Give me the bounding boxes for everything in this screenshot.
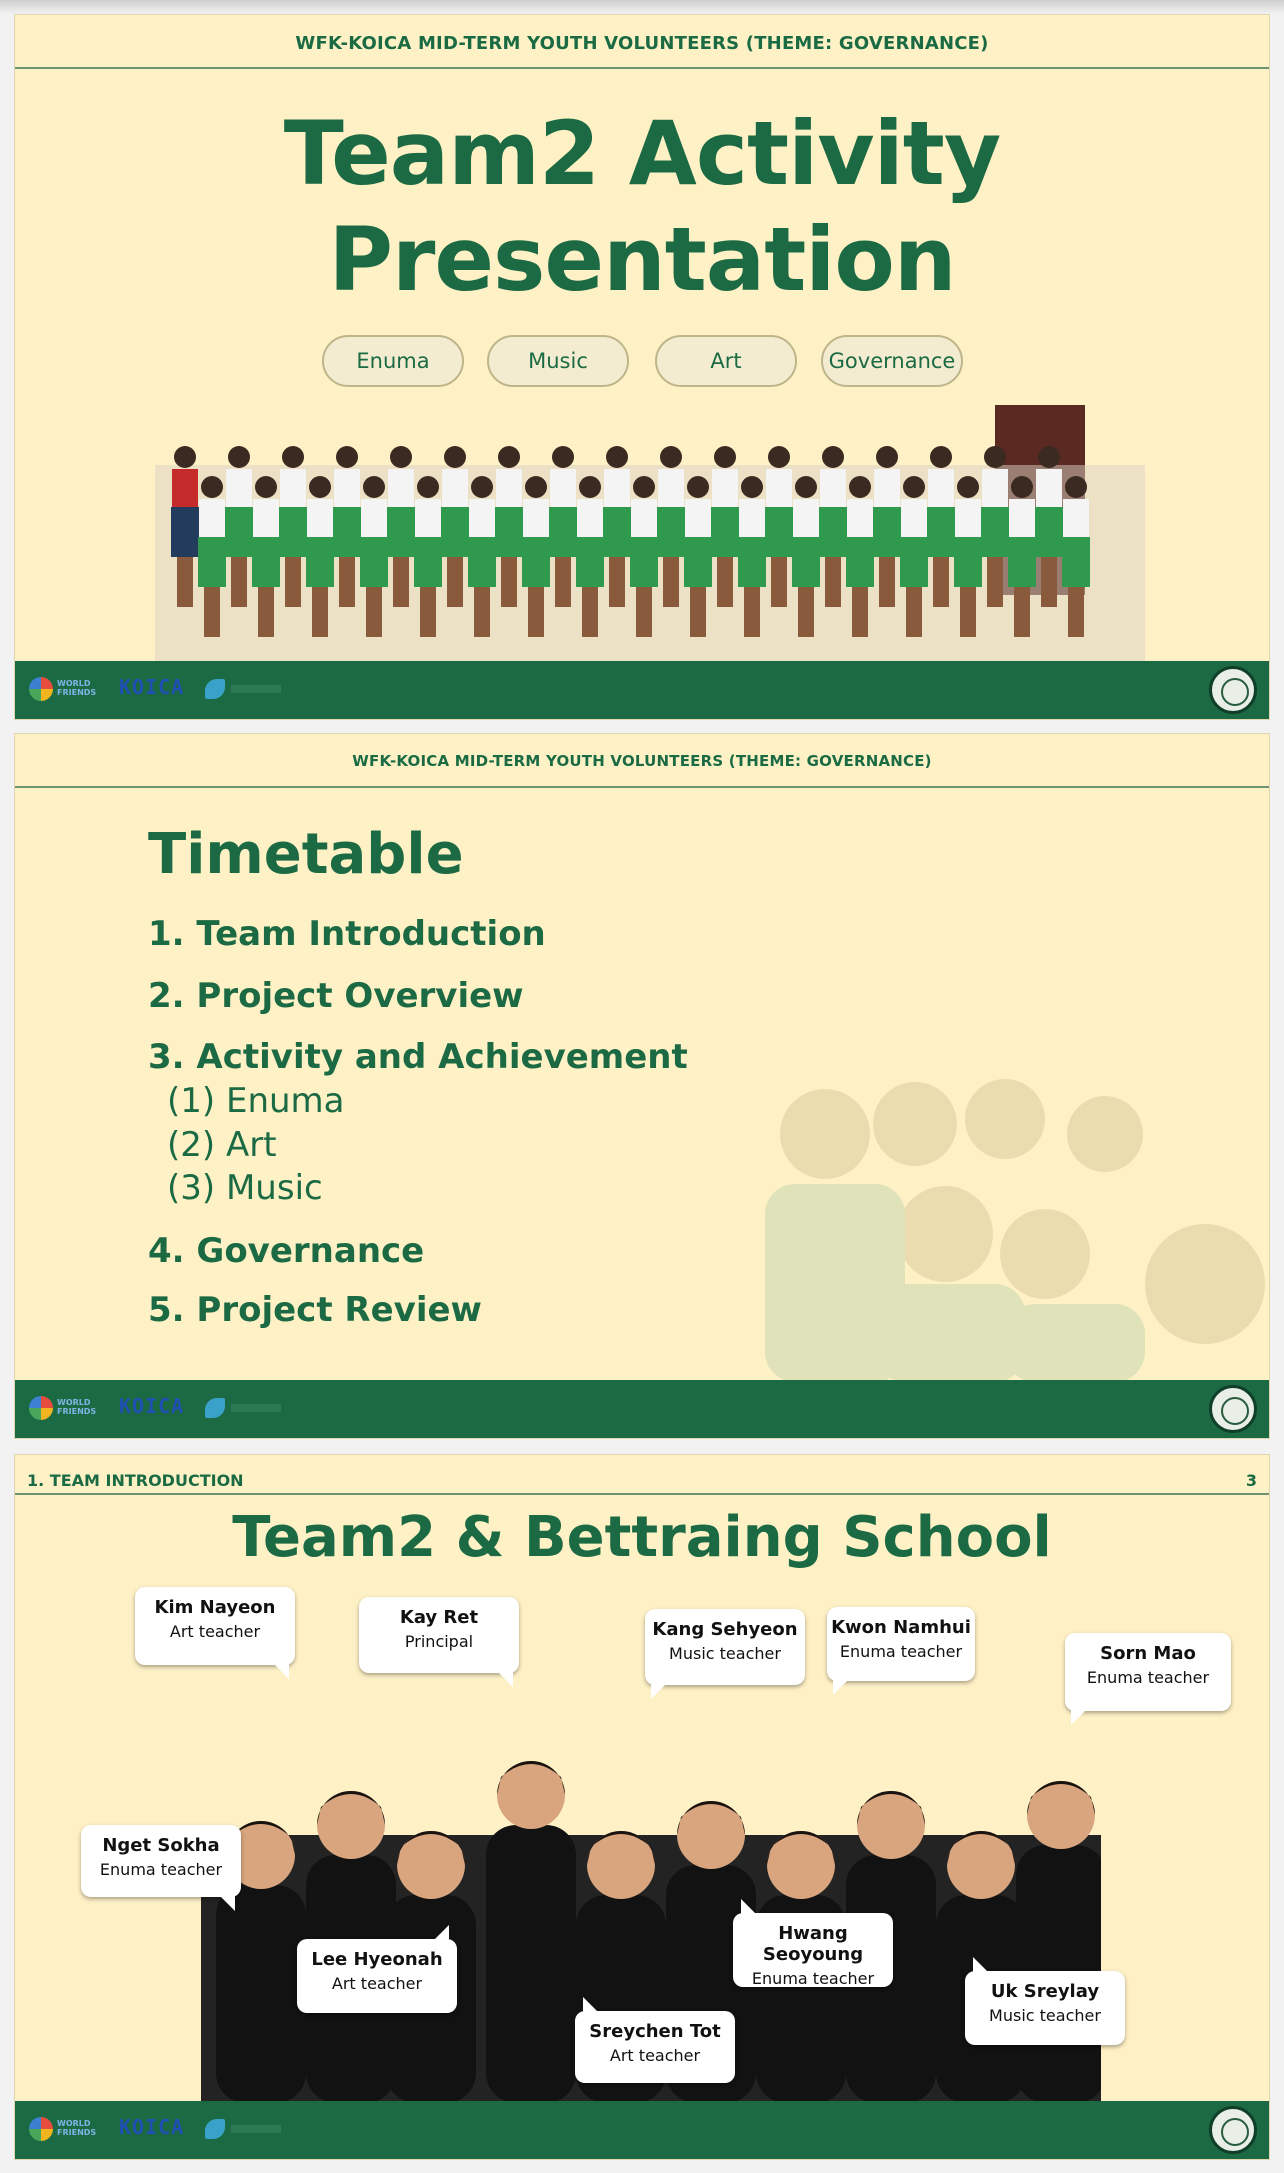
- slide-title: [15, 101, 1269, 313]
- slide-2[interactable]: [14, 733, 1270, 1439]
- timetable-subitem: (2) Art: [167, 1125, 277, 1165]
- koica-logo: KOICA: [119, 675, 185, 699]
- kids-background-photo: [705, 1064, 1270, 1382]
- person-bubble-sorn-mao: Sorn Mao Enuma teacher: [1065, 1633, 1231, 1711]
- person-bubble-kim-nayeon: Kim Nayeon Art teacher: [135, 1587, 295, 1665]
- school-seal-icon: [1209, 666, 1257, 714]
- app-top-bar: [0, 0, 1284, 14]
- slide-title: Team2 & Bettraing School: [232, 1505, 1052, 1570]
- group-photo: [155, 405, 1145, 675]
- section-label: 1. TEAM INTRODUCTION: [27, 1471, 244, 1490]
- koica-logo: KOICA: [119, 2115, 185, 2139]
- tag-governance: Governance: [821, 335, 963, 387]
- school-seal-icon: [1209, 2106, 1257, 2154]
- title-line-1: Team2 Activity: [283, 102, 1001, 205]
- person-bubble-kang-sehyeon: Kang Sehyeon Music teacher: [645, 1609, 805, 1685]
- tag-art: Art: [655, 335, 797, 387]
- slide-header: WFK-KOICA MID-TERM YOUTH VOLUNTEERS (THEME: GOVERNANCE): [352, 752, 932, 770]
- title-line-2: Presentation: [328, 208, 956, 311]
- header-divider: [15, 786, 1269, 788]
- school-seal-icon: [1209, 1385, 1257, 1433]
- world-friends-korea-logo: WORLD FRIENDS: [29, 675, 99, 703]
- header-divider: [15, 1493, 1269, 1495]
- timetable-subitem: (1) Enuma: [167, 1081, 345, 1121]
- person-bubble-uk-sreylay: Uk Sreylay Music teacher: [965, 1971, 1125, 2045]
- world-friends-korea-logo: WORLD FRIENDS: [29, 1394, 99, 1422]
- partner-logo: [205, 1396, 285, 1420]
- slide-footer: [15, 661, 1269, 719]
- person-bubble-hwang-seoyoung: Hwang Seoyoung Enuma teacher: [733, 1913, 893, 1987]
- timetable-item: 4. Governance: [148, 1231, 425, 1271]
- person-bubble-nget-sokha: Nget Sokha Enuma teacher: [81, 1825, 241, 1897]
- slide-footer: [15, 1380, 1269, 1438]
- header-divider: [15, 67, 1269, 69]
- person-bubble-sreychen-tot: Sreychen Tot Art teacher: [575, 2011, 735, 2083]
- timetable-subitem: (3) Music: [167, 1168, 323, 1208]
- koica-logo: KOICA: [119, 1394, 185, 1418]
- slide-footer: [15, 2101, 1269, 2159]
- person-bubble-kwon-namhui: Kwon Namhui Enuma teacher: [827, 1607, 975, 1681]
- timetable-item: 5. Project Review: [148, 1290, 482, 1330]
- timetable-item: 2. Project Overview: [148, 976, 524, 1016]
- timetable-item: 1. Team Introduction: [148, 914, 546, 954]
- partner-logo: [205, 2117, 285, 2141]
- timetable-title: Timetable: [148, 822, 464, 887]
- slide-3[interactable]: [14, 1454, 1270, 2160]
- person-bubble-kay-ret: Kay Ret Principal: [359, 1597, 519, 1673]
- person-bubble-lee-hyeonah: Lee Hyeonah Art teacher: [297, 1939, 457, 2013]
- page-number: 3: [1245, 1471, 1257, 1490]
- timetable-item: 3. Activity and Achievement: [148, 1037, 688, 1077]
- tag-music: Music: [487, 335, 629, 387]
- partner-logo: [205, 677, 285, 701]
- slide-1[interactable]: [14, 14, 1270, 720]
- slide-header: WFK-KOICA MID-TERM YOUTH VOLUNTEERS (THEME: GOVERNANCE): [295, 33, 989, 54]
- world-friends-korea-logo: WORLD FRIENDS: [29, 2115, 99, 2143]
- tag-enuma: Enuma: [322, 335, 464, 387]
